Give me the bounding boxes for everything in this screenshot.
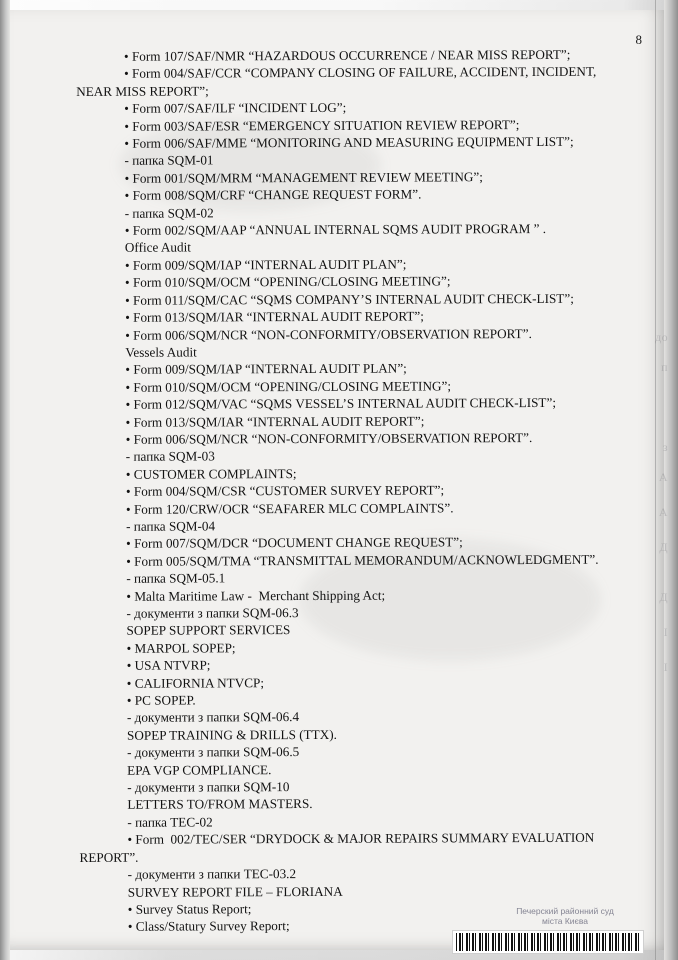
document-line: SOPEP SUPPORT SERVICES <box>126 622 291 639</box>
document-line: • Form 013/SQM/IAR “INTERNAL AUDIT REPORT”; <box>125 413 425 430</box>
document-line: - документи з папки SQM-06.5 <box>127 744 300 761</box>
document-line: • Form 006/SQM/NCR “NON-CONFORMITY/OBSERVATION REPORT”. <box>125 325 532 343</box>
document-line: - папка SQM-01 <box>124 152 214 169</box>
document-line: • Form 002/SQM/AAP “ANNUAL INTERNAL SQMS AUDIT PROGRAM ” . <box>124 221 547 238</box>
document-line: • Form 006/SQM/NCR “NON-CONFORMITY/OBSERVATION REPORT”. <box>125 429 533 447</box>
document-line: - документи з папки SQM-06.4 <box>126 709 300 726</box>
document-line: • CUSTOMER COMPLAINTS; <box>125 465 297 482</box>
document-line: • CALIFORNIA NTVCP; <box>126 674 265 691</box>
document-line: • USA NTVRP; <box>126 657 211 674</box>
document-line: EPA VGP COMPLIANCE. <box>127 761 272 778</box>
document-body <box>76 45 655 935</box>
court-stamp-line-2: міста Києва <box>541 916 589 926</box>
show-through-text: з <box>662 440 668 454</box>
document-line: • Form 013/SQM/IAR “INTERNAL AUDIT REPORT”; <box>125 308 424 325</box>
document-line: • Form 004/SAF/CCR “COMPANY CLOSING OF FAILURE, ACCIDENT, INCIDENT, <box>124 64 597 82</box>
court-stamp-line-1: Печерский районний суд <box>516 906 614 916</box>
court-stamp <box>495 906 635 926</box>
document-line: • Form 010/SQM/OCM “OPENING/CLOSING MEETING”; <box>124 273 451 291</box>
document-line: • Form 012/SQM/VAC “SQMS VESSEL’S INTERNAL AUDIT CHECK-LIST”; <box>125 395 557 412</box>
show-through-text: п <box>661 360 668 374</box>
document-line: • Form 001/SQM/MRM “MANAGEMENT REVIEW MEETING”; <box>124 169 483 186</box>
document-line: - документи з папки SQM-06.3 <box>126 605 299 621</box>
barcode-bars <box>456 933 640 951</box>
show-through-text: А <box>658 470 668 484</box>
document-line: • PC SOPEP. <box>126 692 196 708</box>
document-line: • Form 008/SQM/CRF “CHANGE REQUEST FORM”. <box>124 186 422 204</box>
document-line: • Form 002/TEC/SER “DRYDOCK & MAJOR REPAIRS SUMMARY EVALUATION <box>127 830 595 848</box>
page-fold-line <box>655 0 656 960</box>
document-line: SURVEY REPORT FILE – FLORIANA <box>127 883 343 900</box>
document-line: - папка SQM-02 <box>124 205 214 221</box>
document-line: - папка SQM-04 <box>126 518 216 534</box>
show-through-text: І <box>663 660 668 674</box>
document-line: • Form 010/SQM/OCM “OPENING/CLOSING MEETING”; <box>125 378 452 395</box>
document-line: - папка SQM-03 <box>125 448 215 465</box>
document-line: LETTERS TO/FROM MASTERS. <box>127 796 313 813</box>
document-line: • Form 009/SQM/IAP “INTERNAL AUDIT PLAN”; <box>125 360 407 378</box>
document-line: • Form 004/SQM/CSR “CUSTOMER SURVEY REPORT”; <box>125 482 445 499</box>
document-line: Vessels Audit <box>125 344 197 360</box>
document-line: • Form 007/SAF/ILF “INCIDENT LOG”; <box>124 100 347 117</box>
document-line: • Form 107/SAF/NMR “HAZARDOUS OCCURRENCE / NEAR MISS REPORT”; <box>124 46 571 64</box>
show-through-text: І <box>663 625 668 639</box>
show-through-text: до <box>655 330 668 344</box>
document-line: • Form 011/SQM/CAC “SQMS COMPANY’S INTERNAL AUDIT CHECK-LIST”; <box>125 290 574 308</box>
document-line: • Form 009/SQM/IAP “INTERNAL AUDIT PLAN”; <box>124 256 407 273</box>
document-line: • Malta Maritime Law - Merchant Shipping Act; <box>126 587 386 604</box>
document-line: - папка SQM-05.1 <box>126 570 226 586</box>
show-through-text: А <box>658 505 668 519</box>
document-line: - папка ТЕС-02 <box>127 814 213 830</box>
page-left-edge <box>0 0 10 960</box>
document-line: • Form 005/SQM/TMA “TRANSMITTAL MEMORANDUM/ACKNOWLEDGMENT”. <box>126 551 599 569</box>
document-line: SOPEP TRAINING & DRILLS (TTX). <box>126 726 337 743</box>
document-line: • Form 003/SAF/ESR “EMERGENCY SITUATION REVIEW REPORT”; <box>124 116 520 134</box>
document-line: - документи з папки SQM-10 <box>127 779 290 795</box>
document-line: • Class/Statury Survey Report; <box>127 918 290 935</box>
document-line: • Form 007/SQM/DCR “DOCUMENT CHANGE REQUEST”; <box>126 534 463 552</box>
document-line: • MARPOL SOPEP; <box>126 640 236 656</box>
document-line: REPORT”. <box>79 849 139 865</box>
document-line: NEAR MISS REPORT”; <box>76 83 209 99</box>
page-number: 8 <box>635 32 642 47</box>
show-through-text: Д <box>659 590 668 604</box>
document-line: • Survey Status Report; <box>127 901 252 917</box>
document-line: • Form 006/SAF/MME “MONITORING AND MEASURING EQUIPMENT LIST”; <box>124 133 574 151</box>
document-line: • Form 120/CRW/OCR “SEAFARER MLC COMPLAINTS”. <box>125 499 454 517</box>
document-line: Office Audit <box>124 239 191 256</box>
show-through-text: Д <box>659 540 668 554</box>
document-line: - документи з папки ТЕС-03.2 <box>127 866 297 882</box>
barcode <box>452 930 644 954</box>
